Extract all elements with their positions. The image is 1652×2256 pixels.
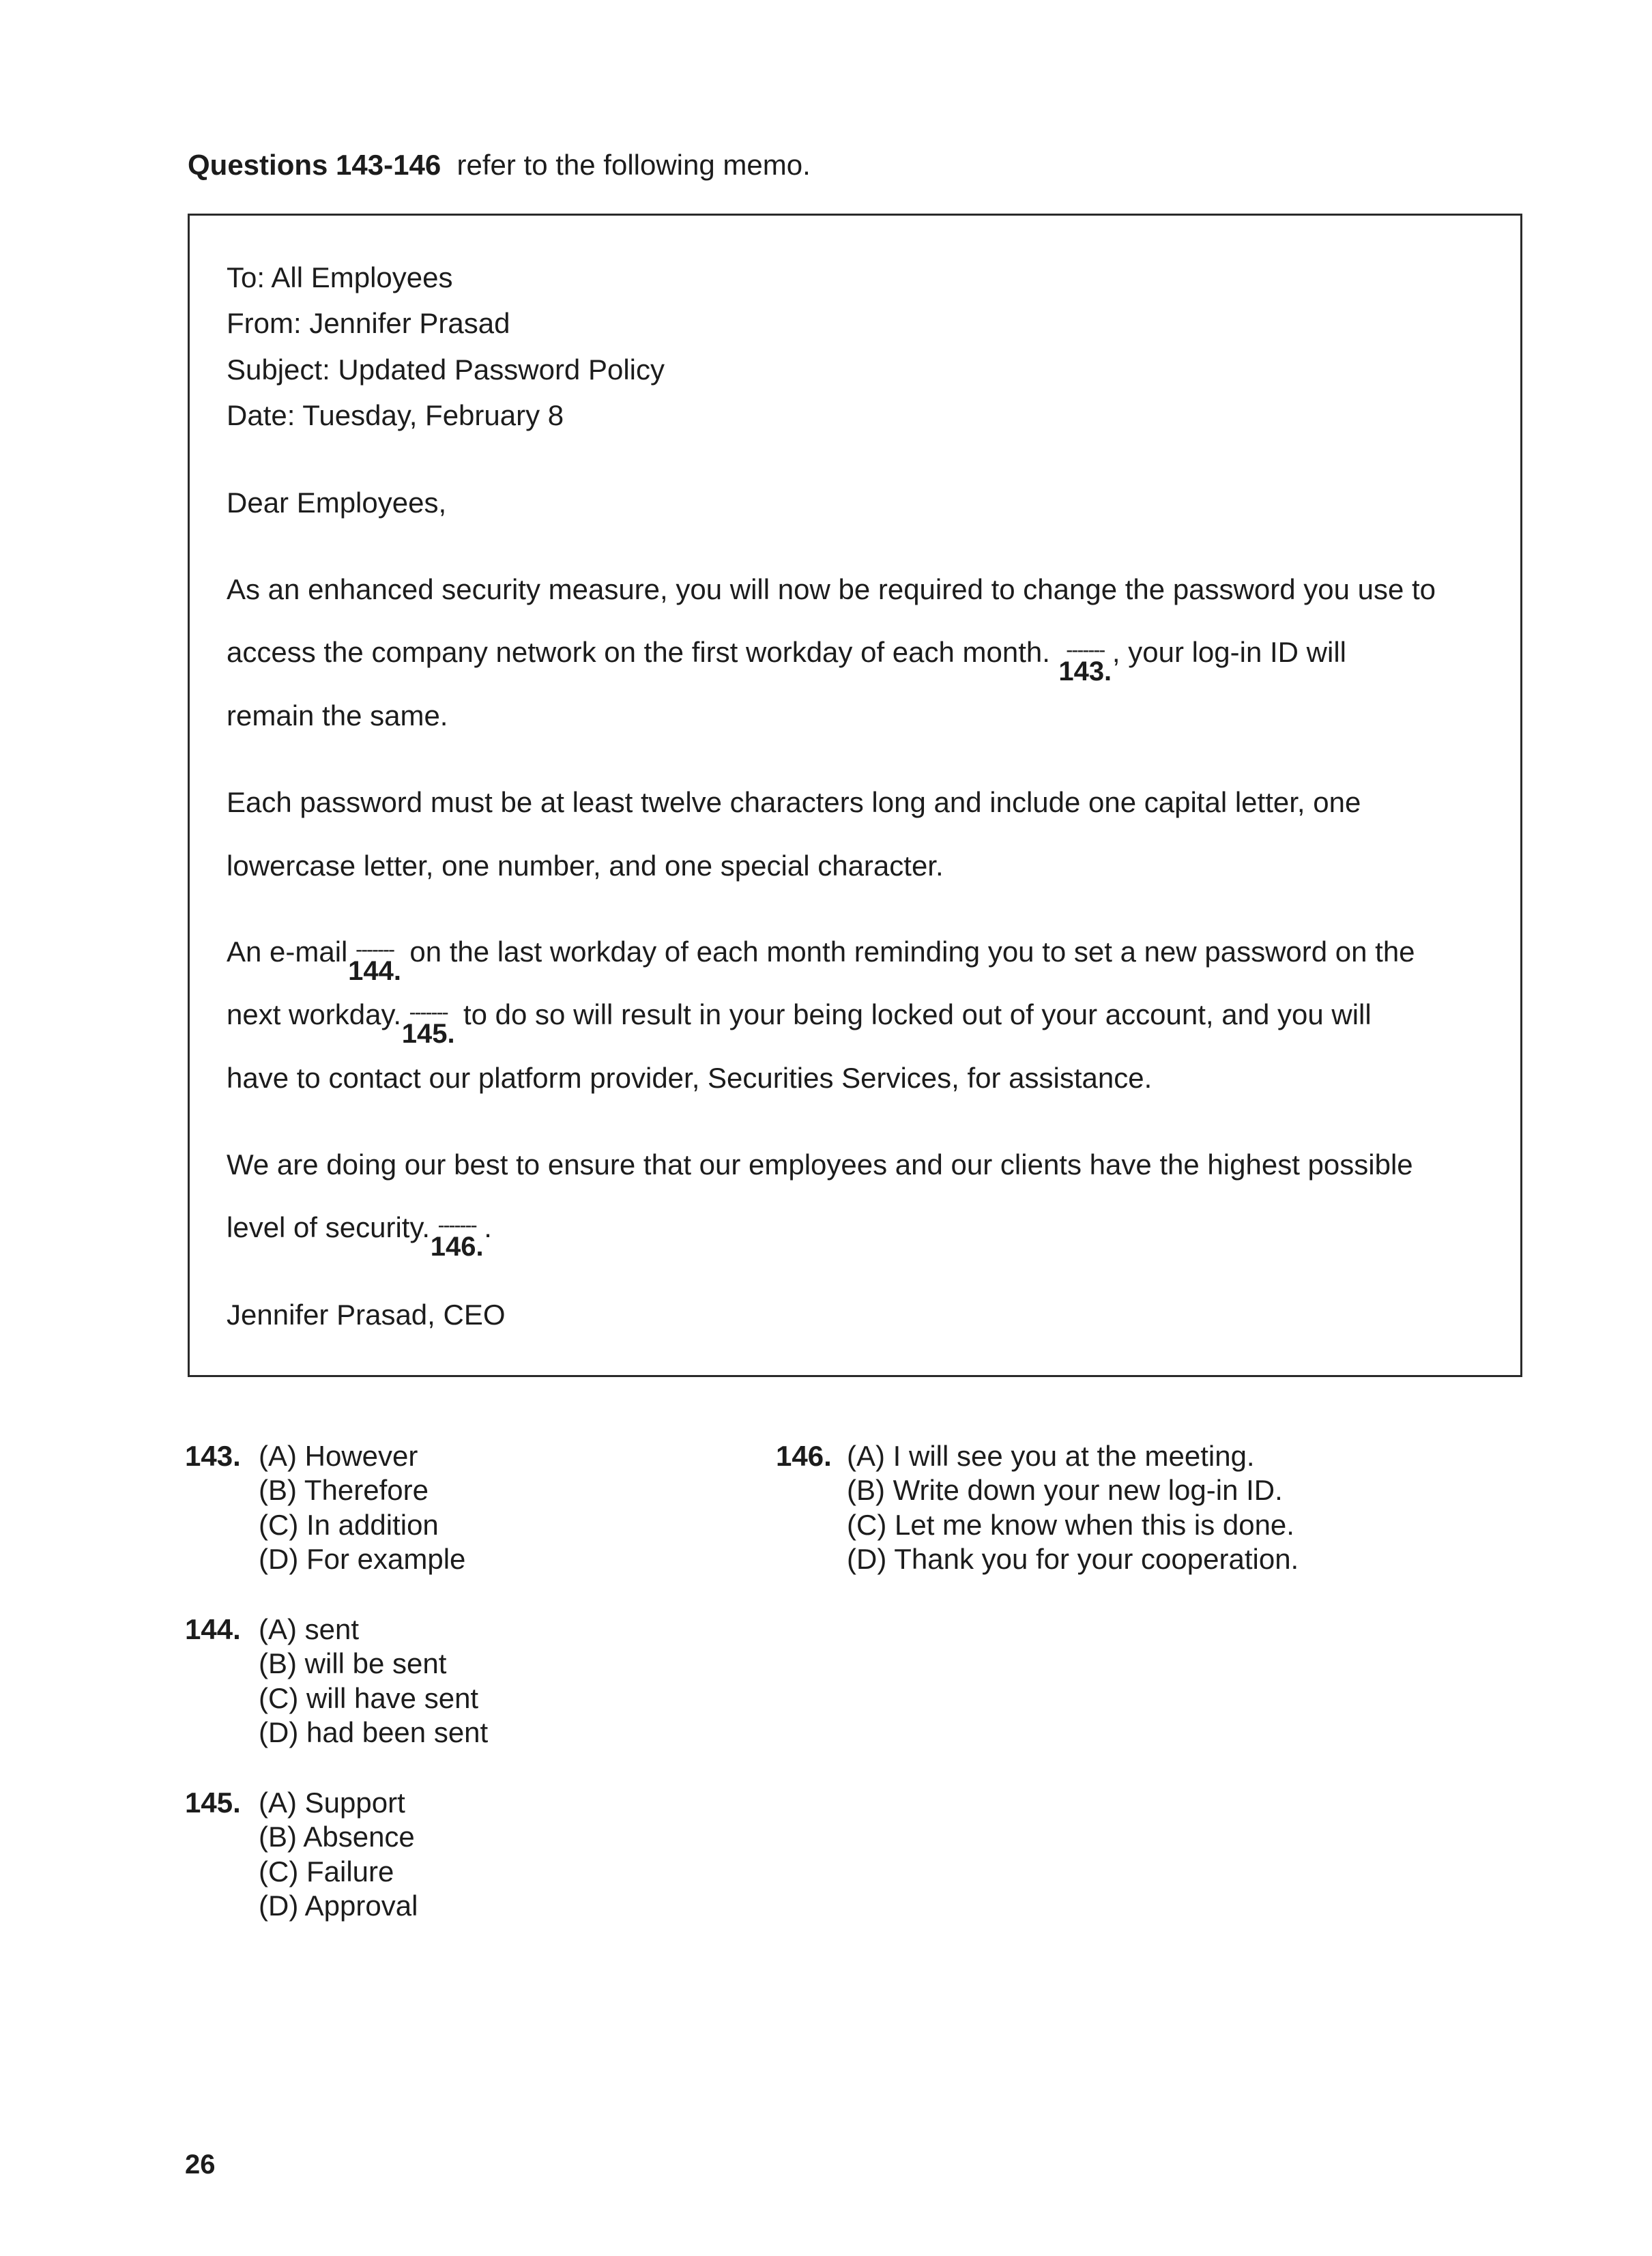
blank-number: 146.: [430, 1232, 484, 1262]
question-144-option-b[interactable]: (B) will be sent: [259, 1647, 447, 1679]
question-143-number: 143.: [185, 1440, 241, 1472]
question-146-option-a[interactable]: (A) I will see you at the meeting.: [847, 1440, 1255, 1472]
question-145-option-d[interactable]: (D) Approval: [259, 1890, 418, 1922]
memo-paragraph-1-line-2: [227, 636, 1346, 686]
question-145-option-b[interactable]: (B) Absence: [259, 1821, 415, 1853]
question-144-option-d[interactable]: (D) had been sent: [259, 1716, 489, 1748]
question-144-option-a[interactable]: (A) sent: [259, 1613, 360, 1645]
memo-to: To: All Employees: [227, 261, 453, 293]
question-145-option-a[interactable]: (A) Support: [259, 1787, 405, 1819]
blank-144: [348, 936, 401, 986]
memo-signature: Jennifer Prasad, CEO: [227, 1299, 506, 1331]
memo-paragraph-4-line-2: [227, 1211, 492, 1262]
blank-dash: -------: [409, 1001, 448, 1024]
blank-dash: -------: [1066, 639, 1105, 661]
question-143-option-b[interactable]: (B) Therefore: [259, 1474, 429, 1506]
memo-from: From: Jennifer Prasad: [227, 307, 510, 339]
memo-greeting: Dear Employees,: [227, 487, 447, 519]
memo-text: next workday.: [227, 998, 401, 1030]
memo-subject: Subject: Updated Password Policy: [227, 353, 665, 386]
questions-range-label: Questions 143-146: [188, 149, 441, 181]
memo-text: on the last workday of each month reminding you to set a new password on the: [409, 936, 1415, 968]
memo-text: An e-mail: [227, 936, 348, 968]
blank-number: 145.: [401, 1019, 455, 1049]
memo-text: level of security.: [227, 1211, 430, 1243]
memo-paragraph-1-line-1: As an enhanced security measure, you will now be required to change the password you use to: [227, 573, 1436, 605]
page-number: 26: [185, 2150, 216, 2180]
question-144-option-c[interactable]: (C) will have sent: [259, 1682, 479, 1714]
memo-date: Date: Tuesday, February 8: [227, 399, 564, 431]
blank-dash: -------: [437, 1214, 476, 1237]
blank-145: [401, 998, 455, 1049]
question-146-option-c[interactable]: (C) Let me know when this is done.: [847, 1509, 1294, 1541]
question-145-option-c[interactable]: (C) Failure: [259, 1855, 394, 1888]
memo-paragraph-3-line-1: [227, 936, 1415, 986]
memo-paragraph-4-line-1: We are doing our best to ensure that our employees and our clients have the highest possible: [227, 1148, 1413, 1181]
memo-paragraph-2-line-1: Each password must be at least twelve characters long and include one capital letter, one: [227, 786, 1361, 818]
question-143-option-a[interactable]: (A) However: [259, 1440, 418, 1472]
blank-dash: -------: [356, 938, 394, 961]
memo-paragraph-2-line-2: lowercase letter, one number, and one special character.: [227, 850, 944, 882]
memo-text: , your log-in ID will: [1112, 636, 1346, 668]
question-146-option-b[interactable]: (B) Write down your new log-in ID.: [847, 1474, 1283, 1506]
blank-number: 144.: [348, 956, 401, 986]
question-143-option-d[interactable]: (D) For example: [259, 1543, 466, 1575]
blank-143: [1058, 636, 1112, 686]
question-143-option-c[interactable]: (C) In addition: [259, 1509, 439, 1541]
questions-heading: [188, 149, 811, 182]
memo-text: .: [484, 1211, 492, 1243]
question-146-number: 146.: [776, 1440, 832, 1472]
memo-text: to do so will result in your being locked out of your account, and you will: [463, 998, 1372, 1030]
questions-heading-text: refer to the following memo.: [457, 149, 811, 181]
question-144-number: 144.: [185, 1613, 241, 1645]
blank-146: [430, 1211, 484, 1262]
blank-number: 143.: [1058, 656, 1112, 686]
memo-text: access the company network on the first workday of each month.: [227, 636, 1050, 668]
question-145-number: 145.: [185, 1787, 241, 1819]
question-146-option-d[interactable]: (D) Thank you for your cooperation.: [847, 1543, 1299, 1575]
memo-paragraph-1-line-3: remain the same.: [227, 699, 448, 732]
memo-paragraph-3-line-3: have to contact our platform provider, Securities Services, for assistance.: [227, 1062, 1153, 1094]
memo-paragraph-3-line-2: [227, 998, 1372, 1049]
